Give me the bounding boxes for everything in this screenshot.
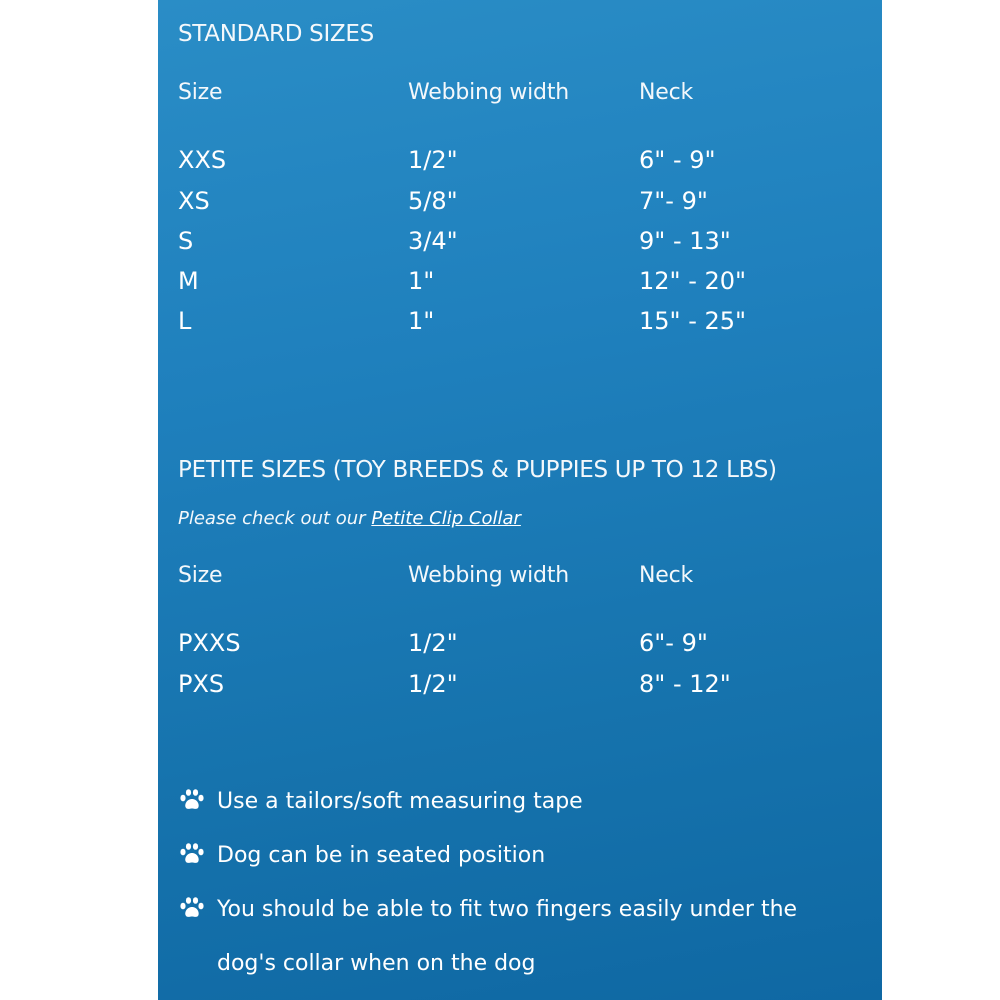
petite-row-size: PXXS — [178, 629, 241, 657]
petite-row-neck: 8" - 12" — [639, 670, 731, 698]
standard-sizes-heading: STANDARD SIZES — [178, 21, 374, 47]
standard-row-neck: 12" - 20" — [639, 267, 747, 295]
petite-sizes-heading: PETITE SIZES (TOY BREEDS & PUPPIES UP TO 12 LBS) — [178, 457, 777, 483]
petite-row-size: PXS — [178, 670, 225, 698]
standard-row-size: XXS — [178, 146, 227, 174]
tip-text: Use a tailors/soft measuring tape — [217, 789, 583, 814]
tip-text: You should be able to fit two fingers easily under the — [217, 897, 798, 922]
size-chart-panel — [158, 0, 882, 1000]
standard-row-size: XS — [178, 187, 210, 215]
petite-neck-header: Neck — [639, 563, 694, 588]
standard-row-size: L — [178, 307, 192, 335]
standard-row-size: S — [178, 227, 194, 255]
paw-icon — [179, 842, 205, 866]
standard-row-webbing: 5/8" — [408, 187, 458, 215]
standard-row-webbing: 1/2" — [408, 146, 458, 174]
standard-row-webbing: 3/4" — [408, 227, 458, 255]
petite-size-header: Size — [178, 563, 223, 588]
standard-row-neck: 7"- 9" — [639, 187, 708, 215]
paw-icon — [179, 788, 205, 812]
petite-clip-collar-link[interactable]: Petite Clip Collar — [371, 508, 521, 529]
standard-row-size: M — [178, 267, 199, 295]
tip-text: Dog can be in seated position — [217, 843, 546, 868]
standard-row-webbing: 1" — [408, 307, 435, 335]
tip-text-continuation: dog's collar when on the dog — [217, 951, 536, 976]
petite-row-webbing: 1/2" — [408, 670, 458, 698]
petite-row-webbing: 1/2" — [408, 629, 458, 657]
standard-row-webbing: 1" — [408, 267, 435, 295]
standard-size-header: Size — [178, 80, 223, 105]
standard-neck-header: Neck — [639, 80, 694, 105]
petite-note-text: Please check out our — [178, 508, 372, 529]
paw-icon — [179, 896, 205, 920]
standard-webbing-header: Webbing width — [408, 80, 569, 105]
petite-webbing-header: Webbing width — [408, 563, 569, 588]
standard-row-neck: 15" - 25" — [639, 307, 747, 335]
petite-row-neck: 6"- 9" — [639, 629, 708, 657]
standard-row-neck: 6" - 9" — [639, 146, 716, 174]
petite-note — [178, 508, 521, 529]
standard-row-neck: 9" - 13" — [639, 227, 731, 255]
